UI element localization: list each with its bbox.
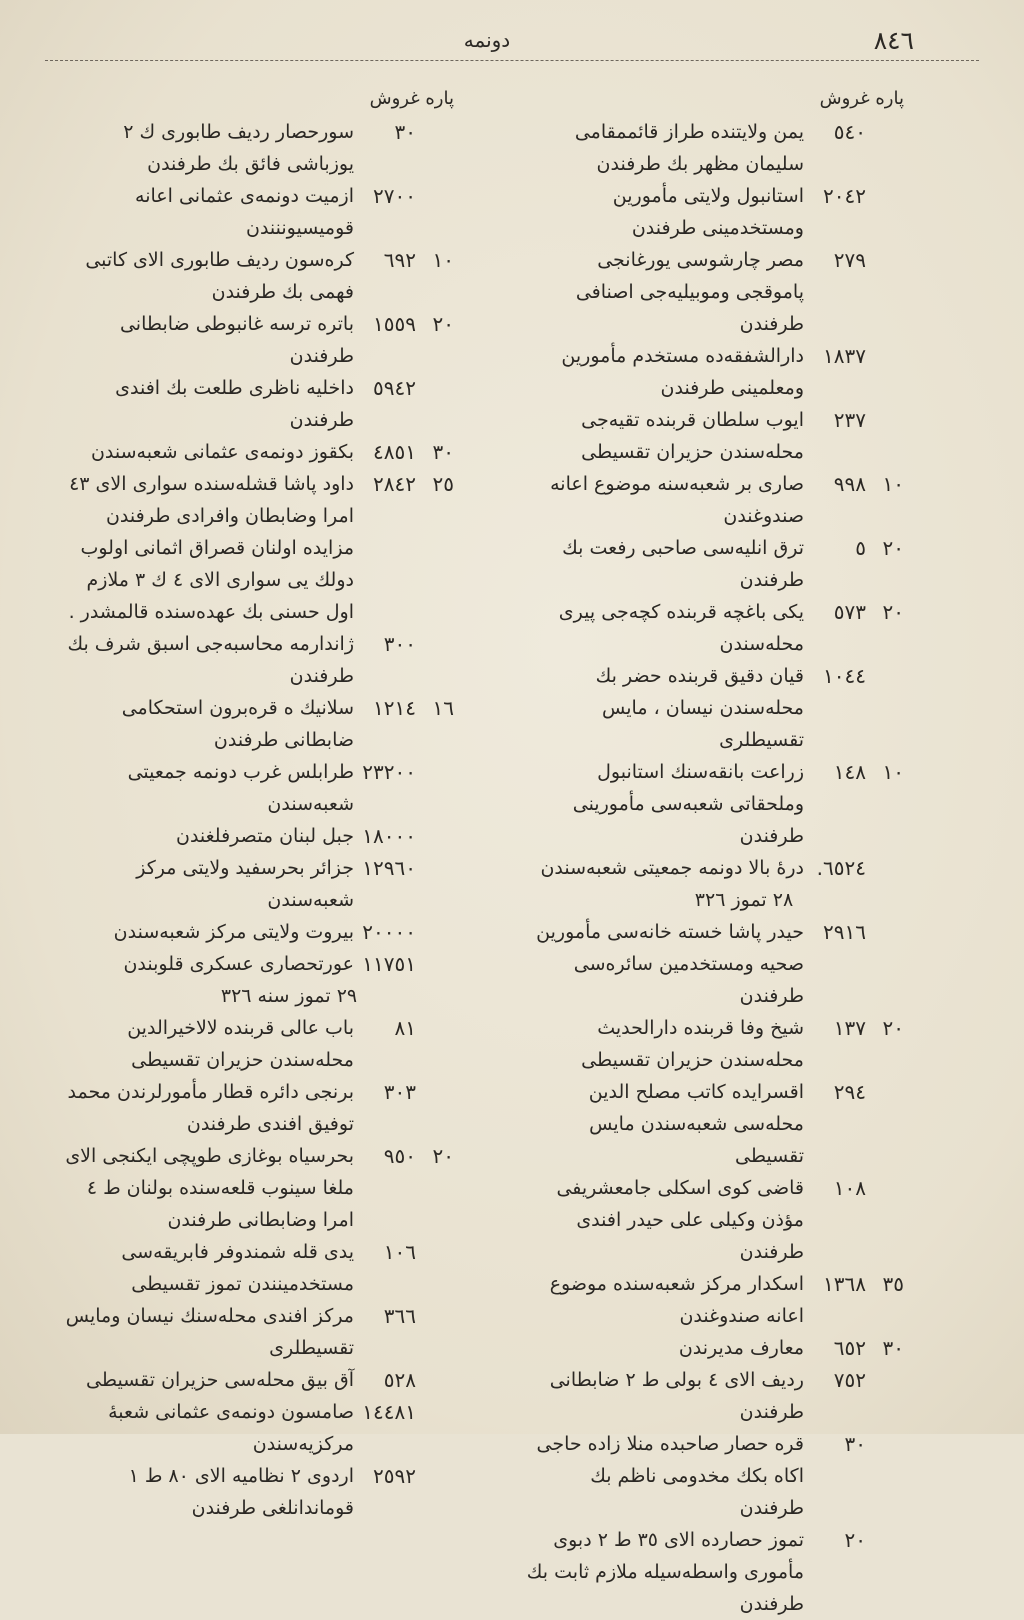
kurus-amount: ٦٩٢ xyxy=(383,248,416,272)
column-heading: پاره غروش xyxy=(369,88,454,109)
entry-description: رديف الاى ٤ بولى ط ٢ ضابطانى طرفندن xyxy=(549,1369,804,1423)
para-amount: ٣٥ xyxy=(882,1272,904,1296)
ledger-entry xyxy=(64,692,454,756)
ledger-entry xyxy=(524,532,904,596)
ledger-entry xyxy=(64,468,454,628)
kurus-amount: ٦٥٢ xyxy=(833,1336,866,1360)
para-amount xyxy=(426,1076,454,1108)
ledger-entry xyxy=(64,1236,454,1300)
entry-amount-group xyxy=(362,916,454,948)
entry-amount-group xyxy=(362,820,454,852)
kurus-amount: ١٨٣٧ xyxy=(823,344,866,368)
para-amount xyxy=(426,372,454,404)
ledger-entry xyxy=(524,404,904,468)
para-amount: ٢٠ xyxy=(882,536,904,560)
entry-amount-group xyxy=(362,244,454,276)
ledger-entry xyxy=(64,628,454,692)
entry-description: جزائر بحرسفيد ولايتى مركز شعبه‌سندن xyxy=(136,857,354,911)
para-amount: ٣٠ xyxy=(882,1336,904,1360)
para-amount xyxy=(426,820,454,852)
entry-amount-group xyxy=(812,1012,904,1044)
kurus-amount: ٩٩٨ xyxy=(833,472,866,496)
entry-description: داخليه ناظرى طلعت بك افندى طرفندن xyxy=(115,377,354,431)
date-line: ٢٨ تموز ٣٢٦ xyxy=(694,889,794,911)
left-column xyxy=(64,82,454,1524)
para-amount xyxy=(876,1524,904,1556)
entry-description: كره‌سون رديف طابورى الاى كاتبى فهمى بك طرفندن xyxy=(85,249,354,303)
entry-description: باب عالى قربنده لالاخيرالدين محله‌سندن حزيران تقسيطى xyxy=(127,1017,354,1071)
para-amount xyxy=(876,1076,904,1108)
ledger-entry xyxy=(64,916,454,948)
ledger-entry xyxy=(64,1012,454,1076)
ledger-entry xyxy=(524,1012,904,1076)
kurus-amount: ١٠٤٤ xyxy=(823,664,866,688)
ledger-entry xyxy=(64,820,454,852)
kurus-amount: ٧٥٢ xyxy=(833,1368,866,1392)
entry-amount-group xyxy=(812,852,904,884)
para-amount: ٢٠ xyxy=(432,1144,454,1168)
entry-description: مركز افندى محله‌سنك نيسان ومايس تقسيطلرى xyxy=(65,1305,354,1359)
kurus-amount: ١١٧٥١ xyxy=(362,952,416,976)
ledger-entry xyxy=(524,468,904,532)
entry-description: بيروت ولايتى مركز شعبه‌سندن xyxy=(113,921,354,943)
column-heading: پاره غروش xyxy=(819,88,904,109)
para-amount xyxy=(876,404,904,436)
para-amount xyxy=(426,1364,454,1396)
para-amount xyxy=(426,1460,454,1492)
entry-amount-group xyxy=(362,436,454,468)
kurus-amount: ١٢٩٦٠ xyxy=(362,856,416,880)
para-amount xyxy=(876,1364,904,1396)
entry-description: داود پاشا قشله‌سنده سوارى الاى ٤٣ امرا وضابطان وافرادى طرفندن مزايده اولنان قصراق اثمانى اولوب دولك يى سوارى الاى ٤ ك ٣ ملازم اول حسنى بك عهده‌سنده قالمشدر . xyxy=(68,473,354,623)
entry-amount-group xyxy=(362,756,454,788)
para-amount xyxy=(426,628,454,660)
entry-description: حيدر پاشا خسته خانه‌سى مأمورين صحيه ومستخدمين سائره‌سى طرفندن xyxy=(536,921,804,1007)
entry-amount-group xyxy=(812,596,904,628)
para-amount xyxy=(876,244,904,276)
kurus-amount: ١٤٨ xyxy=(833,760,866,784)
kurus-amount: ١٤٤٨١ xyxy=(362,1400,416,1424)
entry-amount-group xyxy=(362,372,454,404)
kurus-amount: ٥٢٨ xyxy=(383,1368,416,1392)
entry-description: مصر چارشوسى يورغانجى پاموقجى وموبيليه‌جى اصنافى طرفندن xyxy=(575,249,804,335)
para-amount xyxy=(876,180,904,212)
kurus-amount: ٣٠ xyxy=(394,120,416,144)
para-amount xyxy=(426,116,454,148)
entry-amount-group xyxy=(362,308,454,340)
entry-amount-group xyxy=(812,1268,904,1300)
ledger-entry xyxy=(524,596,904,660)
para-amount xyxy=(426,916,454,948)
para-amount xyxy=(876,1428,904,1460)
date-line: ٢٩ تموز سنه ٣٢٦ xyxy=(220,985,358,1007)
entry-amount-group xyxy=(812,916,904,948)
entry-description: بكقوز دونمه‌ى عثمانى شعبه‌سندن xyxy=(90,441,354,463)
entry-amount-group xyxy=(812,244,904,276)
entry-description: سورحصار رديف طابورى ك ٢ يوزباشى فائق بك طرفندن xyxy=(123,121,354,175)
entry-description: سلانيك ه قره‌برون استحكامى ضابطانى طرفندن xyxy=(121,697,354,751)
entry-amount-group xyxy=(812,660,904,692)
kurus-amount: ١٠٦ xyxy=(383,1240,416,1264)
para-amount xyxy=(426,852,454,884)
kurus-amount: ٥٧٣ xyxy=(833,600,866,624)
entry-amount-group xyxy=(362,852,454,884)
ledger-entry xyxy=(524,340,904,404)
entry-amount-group xyxy=(812,756,904,788)
ledger-entry xyxy=(64,852,454,916)
ledger-entry xyxy=(64,756,454,820)
para-amount: ١٠ xyxy=(882,760,904,784)
para-amount: ١٠ xyxy=(882,472,904,496)
para-amount: ٢٠ xyxy=(882,1016,904,1040)
ledger-entry xyxy=(524,756,904,852)
entry-amount-group xyxy=(362,692,454,724)
para-amount xyxy=(876,1172,904,1204)
entry-description: عورتحصارى عسكرى قلوبندن xyxy=(123,953,354,975)
entry-amount-group xyxy=(812,180,904,212)
para-amount xyxy=(426,1300,454,1332)
kurus-amount: ٢٠٤٢ xyxy=(823,184,866,208)
para-amount: ١٦ xyxy=(432,696,454,720)
kurus-amount: ٤٨٥١ xyxy=(373,440,416,464)
ledger-entry xyxy=(524,660,904,756)
entry-description: يدى قله شمندوفر فابريقه‌سى مستخدمينندن تموز تقسيطى xyxy=(121,1241,354,1295)
ledger-entry xyxy=(524,916,904,1012)
kurus-amount: ٥٩٤٢ xyxy=(373,376,416,400)
para-amount: ٢٥ xyxy=(432,472,454,496)
kurus-amount: ٣٠٣ xyxy=(383,1080,416,1104)
para-amount xyxy=(426,948,454,980)
entry-amount-group xyxy=(812,1428,904,1460)
entry-amount-group xyxy=(812,1524,904,1556)
entry-description: معارف مديرندن xyxy=(678,1337,804,1359)
kurus-amount: ١٥٥٩ xyxy=(373,312,416,336)
entry-amount-group xyxy=(362,948,454,980)
ledger-entry xyxy=(64,308,454,372)
entry-description: استانبول ولايتى مأمورين ومستخدمينى طرفندن xyxy=(612,185,804,239)
entry-amount-group xyxy=(362,180,454,212)
entry-amount-group xyxy=(362,1364,454,1396)
entry-amount-group xyxy=(362,116,454,148)
entry-amount-group xyxy=(362,468,454,500)
entry-amount-group xyxy=(812,1172,904,1204)
ledger-entry xyxy=(64,180,454,244)
para-amount: ٢٠ xyxy=(882,600,904,624)
entry-amount-group xyxy=(812,532,904,564)
kurus-amount: ٢٧٩ xyxy=(833,248,866,272)
entry-description: بحرسياه بوغازى طوپچى ايكنجى الاى ملغا سينوب قلعه‌سنده بولنان ط ٤ امرا وضابطانى طرفندن xyxy=(65,1145,354,1231)
entry-description: درۀ بالا دونمه جمعيتى شعبه‌سندن xyxy=(540,857,804,879)
entry-description: ژاندارمه محاسبه‌جى اسبق شرف بك طرفندن xyxy=(67,633,354,687)
kurus-amount: ٢٣٢٠٠ xyxy=(362,760,416,784)
kurus-amount: ٢٩١٦ xyxy=(823,920,866,944)
kurus-amount: ٢٠٠٠٠ xyxy=(362,920,416,944)
ledger-entry xyxy=(64,1300,454,1364)
kurus-amount: ١٠٨ xyxy=(833,1176,866,1200)
entry-amount-group xyxy=(812,340,904,372)
entry-description: قاضى كوى اسكلى جامعشريفى مؤذن وكيلى على حيدر افندى طرفندن xyxy=(556,1177,804,1263)
kurus-amount: ٢٧٠٠ xyxy=(373,184,416,208)
entry-amount-group xyxy=(362,1076,454,1108)
entry-description: يمن ولايتنده طراز قائممقامى سليمان مظهر بك طرفندن xyxy=(574,121,804,175)
ledger-entry xyxy=(524,852,904,884)
entry-description: اقسرايده كاتب مصلح الدين محله‌سى شعبه‌سندن مايس تقسيطى xyxy=(588,1081,804,1167)
ledger-entry xyxy=(524,1268,904,1332)
entry-amount-group xyxy=(812,1332,904,1364)
entry-description: جبل لبنان متصرفلغندن xyxy=(175,825,354,847)
para-amount xyxy=(426,1396,454,1428)
entry-description: شيخ وفا قربنده دارالحديث محله‌سندن حزيران تقسيطى xyxy=(581,1017,804,1071)
entry-description: برنجى دائره قطار مأمورلرندن محمد توفيق افندى طرفندن xyxy=(67,1081,354,1135)
entry-amount-group xyxy=(362,1140,454,1172)
ledger-entry xyxy=(524,116,904,180)
ledger-entry xyxy=(64,436,454,468)
kurus-amount: ١٣٦٨ xyxy=(823,1272,866,1296)
para-amount xyxy=(426,756,454,788)
kurus-amount: ٥٤٠ xyxy=(833,120,866,144)
ledger-entry xyxy=(524,1076,904,1172)
entry-amount-group xyxy=(812,1076,904,1108)
para-amount xyxy=(876,116,904,148)
para-amount xyxy=(876,916,904,948)
entry-amount-group xyxy=(812,1364,904,1396)
ledger-entry xyxy=(524,1364,904,1428)
para-amount: ٣٠ xyxy=(432,440,454,464)
entry-description: يكى باغچه قربنده كچه‌جى پيرى محله‌سندن xyxy=(558,601,804,655)
para-amount xyxy=(876,852,904,884)
ledger-entry xyxy=(524,1428,904,1524)
kurus-amount: ٣٠٠ xyxy=(383,632,416,656)
ledger-entry xyxy=(64,1076,454,1140)
para-amount xyxy=(426,180,454,212)
entry-description: طرابلس غرب دونمه جمعيتى شعبه‌سندن xyxy=(127,761,354,815)
kurus-amount: ١٨٠٠٠ xyxy=(362,824,416,848)
kurus-amount: ٢٣٧ xyxy=(833,408,866,432)
entry-amount-group xyxy=(362,1460,454,1492)
entry-description: تموز حصارده الاى ٣٥ ط ٢ دبوى مأمورى واسطه‌سيله ملازم ثابت بك طرفندن xyxy=(526,1529,804,1615)
right-column xyxy=(524,82,904,1620)
entry-description: ترق انليه‌سى صاحبى رفعت بك طرفندن xyxy=(562,537,804,591)
ledger-entry xyxy=(64,1364,454,1396)
entry-amount-group xyxy=(812,116,904,148)
kurus-amount: ٩٥٠ xyxy=(383,1144,416,1168)
entry-description: صامسون دونمه‌ى عثمانى شعبۀ مركزيه‌سندن xyxy=(108,1401,354,1455)
kurus-amount: ١٣٧ xyxy=(833,1016,866,1040)
kurus-amount: ٣٦٦ xyxy=(383,1304,416,1328)
entry-description: دارالشفقه‌ده مستخدم مأمورين ومعلمينى طرفندن xyxy=(561,345,804,399)
entry-description: قره حصار صاحبده منلا زاده حاجى اكاه بكك مخدومى ناظم بك طرفندن xyxy=(536,1433,804,1519)
entry-amount-group xyxy=(812,468,904,500)
kurus-amount: ٦٥٢٤. xyxy=(816,856,866,880)
entry-description: زراعت بانقه‌سنك استانبول وملحقاتى شعبه‌سى مأمورينى طرفندن xyxy=(572,761,804,847)
entry-description: آق بيق محله‌سى حزيران تقسيطى xyxy=(86,1369,354,1391)
ledger-entry xyxy=(64,948,454,980)
para-amount xyxy=(426,1236,454,1268)
entry-description: ايوب سلطان قربنده تقيه‌جى محله‌سندن حزيران تقسيطى xyxy=(581,409,804,463)
kurus-amount: ٥ xyxy=(855,536,866,560)
entry-amount-group xyxy=(362,1396,454,1428)
ledger-entry xyxy=(524,244,904,340)
ledger-entry xyxy=(64,1140,454,1236)
ledger-entry xyxy=(524,1332,904,1364)
para-amount xyxy=(426,1012,454,1044)
ledger-entry xyxy=(524,180,904,244)
entry-amount-group xyxy=(362,1236,454,1268)
kurus-amount: ١٢١٤ xyxy=(373,696,416,720)
header-rule xyxy=(45,60,979,61)
para-amount: ٢٠ xyxy=(432,312,454,336)
entry-description: باتره ترسه غانبوطى ضابطانى طرفندن xyxy=(119,313,354,367)
entry-amount-group xyxy=(362,628,454,660)
kurus-amount: ٨١ xyxy=(394,1016,416,1040)
entry-amount-group xyxy=(812,404,904,436)
entry-amount-group xyxy=(362,1012,454,1044)
ledger-entry xyxy=(524,1524,904,1620)
kurus-amount: ٢٠ xyxy=(844,1528,866,1552)
entry-description: اسكدار مركز شعبه‌سنده موضوع اعانه صندوغندن xyxy=(549,1273,804,1327)
entry-description: صارى بر شعبه‌سنه موضوع اعانه صندوغندن xyxy=(550,473,804,527)
kurus-amount: ٣٠ xyxy=(844,1432,866,1456)
ledger-entry xyxy=(64,1460,454,1524)
entry-amount-group xyxy=(362,1300,454,1332)
kurus-amount: ٢٥٩٢ xyxy=(373,1464,416,1488)
ledger-entry xyxy=(64,1396,454,1460)
kurus-amount: ٢٩٤ xyxy=(833,1080,866,1104)
entry-description: اردوى ٢ نظاميه الاى ٨٠ ط ١ قوماندانلغى طرفندن xyxy=(128,1465,354,1519)
ledger-entry xyxy=(64,116,454,180)
ledger-entry xyxy=(64,372,454,436)
entry-description: قيان دقيق قربنده حضر بك محله‌سندن نيسان ، مايس تقسيطلرى xyxy=(595,665,804,751)
page-number: ٨٤٦ xyxy=(873,26,914,55)
kurus-amount: ٢٨٤٢ xyxy=(373,472,416,496)
entry-description: ازميت دونمه‌ى عثمانى اعانه قوميسيوننندن xyxy=(135,185,354,239)
page-header xyxy=(60,22,914,62)
ledger-entry xyxy=(524,1172,904,1268)
ledger-entry xyxy=(64,244,454,308)
running-title: دونمه xyxy=(463,28,511,52)
para-amount xyxy=(876,660,904,692)
para-amount xyxy=(876,340,904,372)
para-amount: ١٠ xyxy=(432,248,454,272)
